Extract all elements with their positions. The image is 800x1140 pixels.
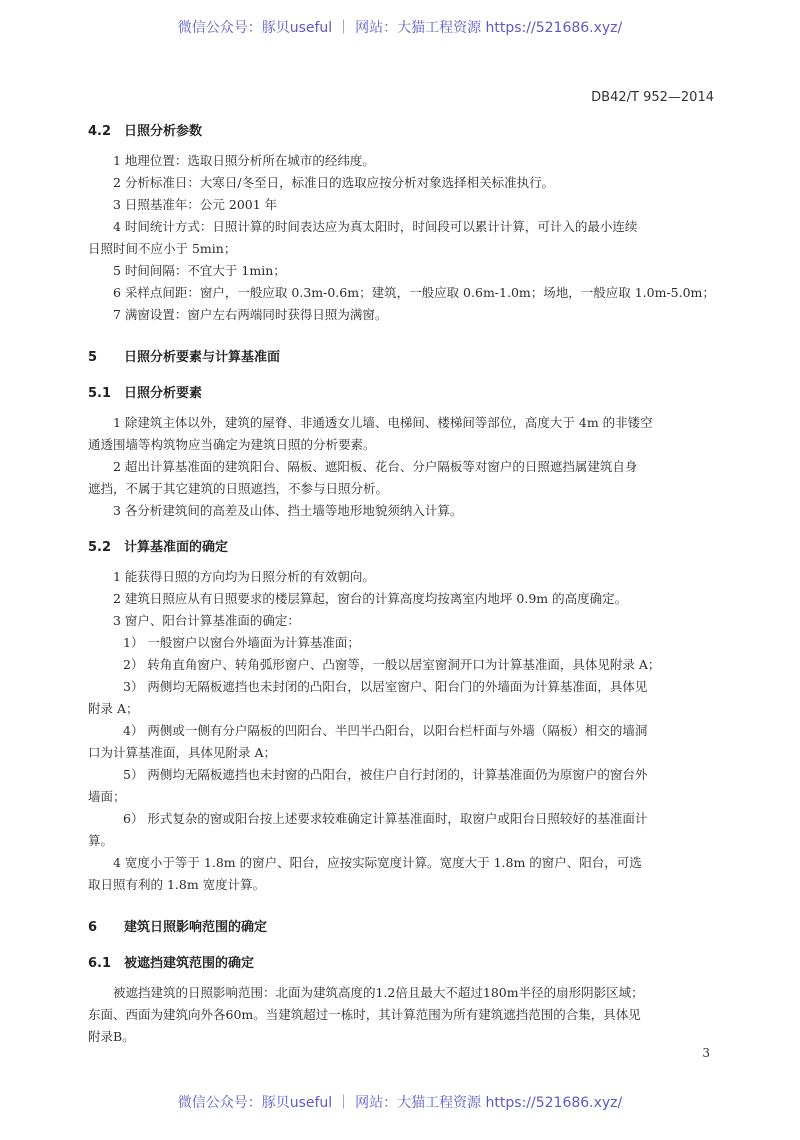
section-heading-5 <box>88 348 728 368</box>
clause-line: 7 满窗设置：窗户左右两端同时获得日照为满窗。 <box>113 307 388 322</box>
page-content <box>88 122 728 1048</box>
clause-line: 通透围墙等构筑物应当确定为建筑日照的分析要素。 <box>88 437 376 452</box>
clause-line: 3 各分析建筑间的高差及山体、挡土墙等地形地貌须纳入计算。 <box>113 503 463 518</box>
clause-line: 4 时间统计方式：日照计算的时间表达应为真太阳时，时间段可以累计计算，可计入的最小连续 <box>113 219 638 234</box>
sub-clause-line: 1） 一般窗户以窗台外墙面为计算基准面； <box>123 635 360 650</box>
section-number: 6.1 <box>88 956 112 971</box>
paragraph-line: 东面、西面为建筑向外各60m。当建筑超过一栋时，其计算范围为所有建筑遮挡范围的合集，具体见 <box>88 1007 641 1022</box>
section-number: 6 <box>88 920 98 935</box>
sub-clause-line: 2） 转角直角窗户、转角弧形窗户、凸窗等，一般以居室窗洞开口为计算基准面，具体见附录 A； <box>123 657 661 672</box>
sub-clause-line: 口为计算基准面，具体见附录 A； <box>88 745 277 760</box>
section-heading-5-1 <box>88 384 728 404</box>
sub-clause-line: 附录 A； <box>88 701 139 716</box>
watermark-bottom: 微信公众号：豚贝useful ｜ 网站：大猫工程资源 https://521686.xyz/ <box>177 1095 623 1111</box>
document-code: DB42/T 952—2014 <box>591 90 714 105</box>
clause-line: 2 建筑日照应从有日照要求的楼层算起，窗台的计算高度均按离室内地坪 0.9m 的高度确定。 <box>113 591 628 606</box>
page-number: 3 <box>702 1046 710 1060</box>
clause-line: 5 时间间隔：不宜大于 1min； <box>113 263 286 278</box>
clause-line: 1 地理位置：选取日照分析所在城市的经纬度。 <box>113 153 375 168</box>
sub-clause-line: 6） 形式复杂的窗或阳台按上述要求较难确定计算基准面时，取窗户或阳台日照较好的基准面计 <box>123 811 648 826</box>
section-heading-6-1 <box>88 954 728 974</box>
section-title: 日照分析要素 <box>124 386 203 401</box>
clause-line: 2 分析标准日：大寒日/冬至日，标准日的选取应按分析对象选择相关标准执行。 <box>113 175 555 190</box>
section-title: 日照分析参数 <box>124 124 203 139</box>
clause-line: 2 超出计算基准面的建筑阳台、隔板、遮阳板、花台、分户隔板等对窗户的日照遮挡属建筑自身 <box>113 459 638 474</box>
clause-line: 1 除建筑主体以外，建筑的屋脊、非通透女儿墙、电梯间、楼梯间等部位，高度大于 4m 的非镂空 <box>113 415 653 430</box>
section-heading-5-2 <box>88 538 728 558</box>
sub-clause-line: 墙面； <box>88 789 126 804</box>
section-title: 计算基准面的确定 <box>124 540 229 555</box>
sub-clause-line: 4） 两侧或一侧有分户隔板的凹阳台、半凹半凸阳台，以阳台栏杆面与外墙（隔板）相交的墙洞 <box>123 723 648 738</box>
section-title: 被遮挡建筑范围的确定 <box>124 956 255 971</box>
section-number: 5.1 <box>88 386 112 401</box>
sub-clause-line: 3） 两侧均无隔板遮挡也未封闭的凸阳台，以居室窗户、阳台门的外墙面为计算基准面，具体见 <box>123 679 648 694</box>
clause-line: 4 宽度小于等于 1.8m 的窗户、阳台，应按实际宽度计算。宽度大于 1.8m 的窗户、阳台，可选 <box>113 855 642 870</box>
section-number: 5.2 <box>88 540 112 555</box>
clause-line: 1 能获得日照的方向均为日照分析的有效朝向。 <box>113 569 375 584</box>
clause-line: 3 日照基准年：公元 2001 年 <box>113 197 278 212</box>
section-title: 日照分析要素与计算基准面 <box>124 350 281 365</box>
section-heading-4-2 <box>88 122 728 142</box>
section-number: 5 <box>88 350 98 365</box>
sub-clause-line: 算。 <box>88 833 114 848</box>
clause-line: 日照时间不应小于 5min； <box>88 241 237 256</box>
section-number: 4.2 <box>88 124 112 139</box>
paragraph-line: 被遮挡建筑的日照影响范围：北面为建筑高度的1.2倍且最大不超过180m半径的扇形阴影区域； <box>113 985 644 1000</box>
section-title: 建筑日照影响范围的确定 <box>124 920 268 935</box>
clause-line: 3 窗户、阳台计算基准面的确定： <box>113 613 300 628</box>
clause-line: 遮挡，不属于其它建筑的日照遮挡，不参与日照分析。 <box>88 481 389 496</box>
section-heading-6 <box>88 918 728 938</box>
clause-line: 6 采样点间距：窗户，一般应取 0.3m-0.6m；建筑，一般应取 0.6m-1.0m；场地，一般应取 1.0m-5.0m； <box>113 285 715 300</box>
paragraph-line: 附录B。 <box>88 1029 135 1044</box>
clause-line: 取日照有利的 1.8m 宽度计算。 <box>88 877 266 892</box>
watermark-top: 微信公众号：豚贝useful ｜ 网站：大猫工程资源 https://521686.xyz/ <box>177 20 623 36</box>
sub-clause-line: 5） 两侧均无隔板遮挡也未封窗的凸阳台，被住户自行封闭的，计算基准面仍为原窗户的窗台外 <box>123 767 648 782</box>
